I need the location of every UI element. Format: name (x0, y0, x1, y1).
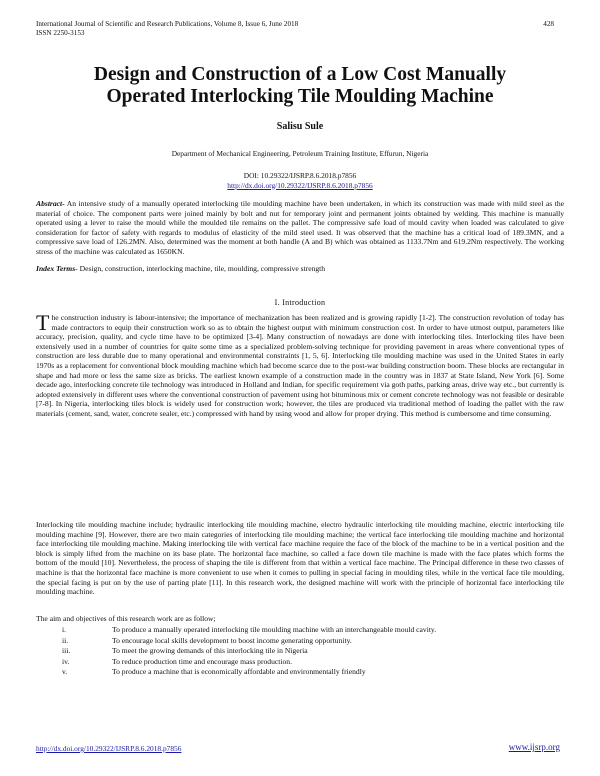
title-line-1: Design and Construction of a Low Cost Manually (93, 64, 507, 85)
list-item-number: ii. (62, 635, 69, 645)
list-item-text: To meet the growing demands of this interlocking tile in Nigeria (112, 646, 308, 656)
abstract (36, 199, 564, 257)
list-item-text: To reduce production time and encourage mass production. (112, 656, 292, 666)
index-terms-text: - Design, construction, interlocking machine, tile, moulding, compressive strength (75, 264, 326, 273)
list-item (36, 636, 564, 647)
issn: ISSN 2250-3153 (36, 29, 85, 37)
list-item-number: iv. (62, 656, 70, 666)
machine-types-paragraph: Interlocking tile moulding machine include; hydraulic interlocking tile moulding machine, electro hydraulic interlocking tile moulding machine, electric interlocking tile moulding machine [9]. However, there are two main categories of interlocking tile moulding machine; the vertical face interlocking tile moulding machine and horizontal face interlocking tile moulding machine. Making interlocking tile with vertical face machine require the face of the block of the machine to be in a vertical position and the block is simply lifted from the machine on its base plate. The horizontal face machine, so called a face down tile machine is made with the face plates which forms the bottom of the mould [10]. Nevertheless, the process of shaping the tile is different from that within a vertical face machine. The Principal difference in these two classes of machine is that the horizontal face machine is more convenient to use when it comes to pulling in special facing in moulding tiles, while in the vertical face tile moulding, the special facing is put on by the use of parting plate [11]. In this research work, the designed machine will work with the principle of horizontal face interlocking tile moulding machine. (36, 520, 564, 597)
journal-name: International Journal of Scientific and Research Publications, Volume 8, Issue 6, June 2018 (36, 20, 299, 28)
section-heading-introduction: I. Introduction (274, 298, 326, 307)
aims-list (36, 625, 564, 678)
list-item-number: iii. (62, 646, 71, 656)
list-item-text: To encourage local skills development to boost income generating opportunity. (112, 635, 352, 645)
running-header (36, 20, 298, 38)
doi-link[interactable]: http://dx.doi.org/10.29322/IJSRP.8.6.2018.p7856 (227, 180, 373, 190)
introduction-paragraph (36, 310, 564, 419)
list-item (36, 657, 564, 668)
abstract-text: An intensive study of a manually operated interlocking tile moulding machine have been undertaken, in which its construction was made with mild steel as the material of choice. The component parts were joined mainly by bolt and nut for temporary joint and permanent joints obtained by welding. This machine is manually operated using a lever to raise the mould while the moulded tile remains on the pallet. The compressive safe load of mould cavity when loaded was calculated to give consideration for factor of safety with regards to modulus of elasticity of the mild steel used. It was observed that the machine has a critical load of 189.3MN, and a compressive save load of 126.2MN. Also, determined was the moment at both handle (A and B) which was obtained as 1133.7Nm and 619.2Nm respectively. The working stress of the machine was calculated as 1650KN. (36, 199, 564, 256)
list-item (36, 667, 564, 678)
page-number: 428 (543, 20, 554, 28)
author-affiliation: Department of Mechanical Engineering, Petroleum Training Institute, Effurun, Nigeria (171, 149, 429, 158)
list-item-number: i. (62, 625, 67, 634)
list-item (36, 625, 564, 636)
index-terms-label: Index Terms (36, 264, 76, 273)
doi-block (36, 171, 564, 190)
abstract-label: Abstract- (36, 199, 65, 208)
doi-text: DOI: 10.29322/IJSRP.8.6.2018.p7856 (243, 171, 357, 180)
author-name: Salisu Sule (276, 121, 324, 132)
list-item (36, 646, 564, 657)
paper-title (36, 64, 564, 108)
title-line-2: Operated Interlocking Tile Moulding Machine (106, 86, 494, 107)
list-item-text: To produce a machine that is economically affordable and environmentally friendly (112, 667, 366, 677)
list-item-text: To produce a manually operated interlocking tile moulding machine with an interchangeable mould cavity. (112, 625, 437, 634)
list-item-number: v. (62, 667, 68, 677)
introduction-text: he construction industry is labour-intensive; the importance of mechanization has been realized and is growing rapidly [1-2]. The construction revolution of today has made contractors to equip their construction work so as to obtain the highest output with minimum construction cost. In order to have utmost output, parameters like accuracy, precision, quality, and cycle time have to be optimized [3-4]. Many construction of nowadays are done with interlocking tiles. Interlocking tiles have been extensively used in a number of countries for quite some time as a specialized problem-solving technique for providing pavement in areas where conventional types of construction are less durable due to many operational and environmental constraints [1, 5, 6]. Interlocking tile moulding machine was used in the United States in early 1970s as a replacement for conventional block moulding machine which had become scarce due to the post-war building construction boom. These blocks are rectangular in shape and had more or less the same size as bricks. The earliest known example of a construction made in the country was in 1837 at State Island, New York [6]. Some decade ago, interlocking concrete tile technology was introduced in Holland and Indian, for specific requirement via goth paths, parking areas, drive way etc., but currently is adopted extensively in different uses where the conventional construction of pavement using hot bituminous mix or cement concrete technology was not feasible or desirable [7-8]. In Nigeria, interlocking tiles block is widely used for construction work; however, the tiles are produced via traditional method of loading the pallet with the raw materials (cement, sand, water, concrete sealer, etc.) compressed with hand by using wood and allow for proper drying. This method is cumbersome and time consuming. (36, 313, 564, 418)
aims-intro: The aim and objectives of this research work are as follow; (36, 614, 216, 623)
index-terms (36, 264, 564, 274)
footer-site-link[interactable]: www.ijsrp.org (508, 742, 560, 752)
footer-doi-link[interactable]: http://dx.doi.org/10.29322/IJSRP.8.6.2018.p7856 (36, 744, 182, 753)
drop-cap: T (36, 310, 50, 335)
